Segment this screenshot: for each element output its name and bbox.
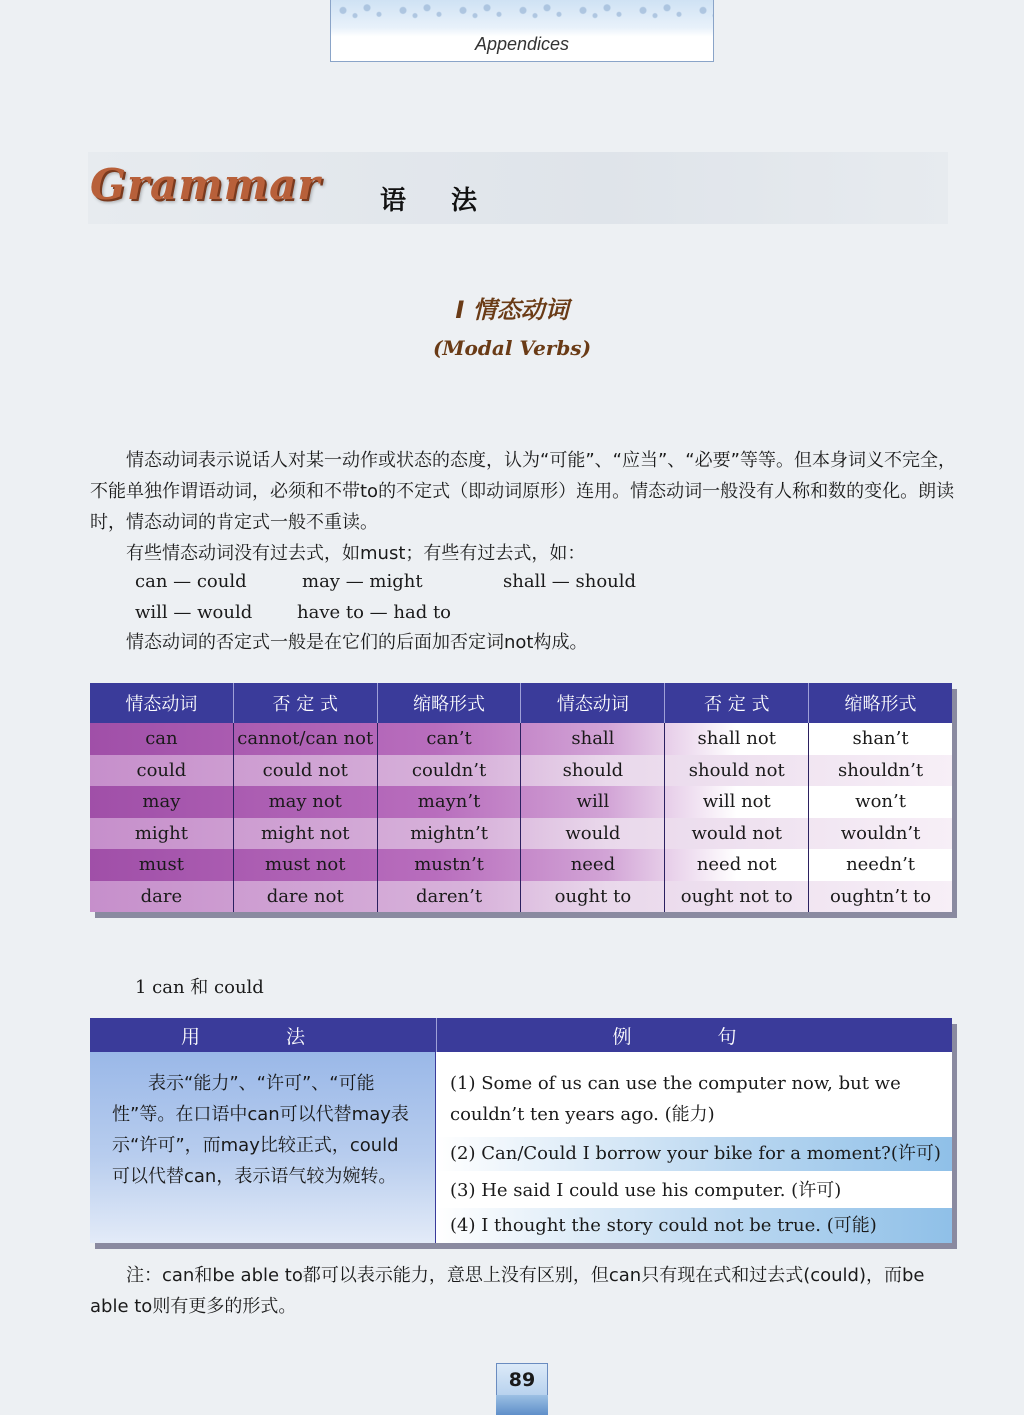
table-header-row — [90, 683, 952, 723]
table-row — [90, 786, 952, 818]
table-cell: needn’t — [846, 854, 916, 876]
subsection-label: 1 can 和 could — [135, 977, 264, 998]
table-header-cell: 否 定 式 — [665, 683, 809, 723]
table-cell: cannot/can not — [234, 723, 378, 755]
table-cell: would — [521, 818, 665, 850]
negation-paragraph — [90, 627, 956, 658]
table-cell: need not — [665, 849, 809, 881]
table-cell: dare not — [234, 881, 378, 913]
section-subtitle: (Modal Verbs) — [432, 336, 592, 360]
pair-item: can — could — [135, 571, 247, 592]
section-title: I 情态动词 — [455, 296, 569, 324]
table-cell: could — [90, 755, 234, 787]
table-cell: mightn’t — [378, 818, 522, 850]
table-cell: mayn’t — [378, 786, 522, 818]
example-text: (3) He said I could use his computer. (许可) — [450, 1180, 842, 1201]
table-cell: need — [521, 849, 665, 881]
table-cell: will — [521, 786, 665, 818]
table-cell: would not — [665, 818, 809, 850]
table-cell: shall — [521, 723, 665, 755]
table-cell: might — [90, 818, 234, 850]
table-cell: mustn’t — [378, 849, 522, 881]
pair-item: shall — should — [503, 571, 637, 592]
table-row — [90, 755, 952, 787]
usage-header-cell: 用 法 — [90, 1018, 437, 1052]
table-header-cell: 情态动词 — [521, 683, 665, 723]
table-cell: daren’t — [378, 881, 522, 913]
usage-text: 表示“能力”、“许可”、“可能性”等。在口语中can可以代替may表示“许可”，而may比较正式，could可以代替can，表示语气较为婉转。 — [112, 1073, 409, 1187]
example-text: (4) I thought the story could not be true. (可能) — [450, 1215, 877, 1236]
table-cell: might not — [234, 818, 378, 850]
table-header-cell: 否 定 式 — [234, 683, 378, 723]
table-cell: shouldn’t — [838, 759, 924, 781]
usage-table — [90, 1018, 952, 1243]
examples-column — [436, 1052, 952, 1243]
intro-p2: 有些情态动词没有过去式，如must；有些有过去式，如： — [126, 543, 586, 564]
usage-body — [90, 1052, 952, 1243]
table-cell: must not — [234, 849, 378, 881]
intro-p3: 情态动词的否定式一般是在它们的后面加否定词not构成。 — [126, 632, 588, 653]
table-cell: ought not to — [665, 881, 809, 913]
table-cell: may — [90, 786, 234, 818]
examples-header-cell: 例 句 — [612, 1025, 777, 1048]
table-cell: shan’t — [852, 728, 909, 750]
table-row — [90, 881, 952, 913]
table-cell: dare — [90, 881, 234, 913]
table-cell: won’t — [855, 791, 906, 813]
table-header-cell: 情态动词 — [90, 683, 234, 723]
table-row — [90, 849, 952, 881]
pair-item: have to — had to — [297, 602, 452, 623]
table-cell: may not — [234, 786, 378, 818]
footer-strip — [496, 1395, 548, 1415]
table-cell: will not — [665, 786, 809, 818]
table-cell: oughtn’t to — [829, 885, 932, 907]
table-cell: could not — [234, 755, 378, 787]
table-cell: should not — [665, 755, 809, 787]
title-chinese: 语 法 — [380, 186, 496, 216]
table-cell: should — [521, 755, 665, 787]
table-header-cell: 缩略形式 — [844, 694, 917, 715]
intro-p1: 情态动词表示说话人对某一动作或状态的态度，认为“可能”、“应当”、“必要”等等。但本身词义不完全，不能单独作谓语动词，必须和不带to的不定式（即动词原形）连用。情态动词一般没有人称和数的变化。朗读时，情态动词的肯定式一般不重读。 — [90, 450, 956, 533]
table-row — [90, 818, 952, 850]
pair-item: may — might — [302, 571, 423, 592]
usage-header-row — [90, 1018, 952, 1052]
footnote-text: 注：can和be able to都可以表示能力，意思上没有区别，但can只有现在式和过去式(could)，而be able to则有更多的形式。 — [90, 1265, 925, 1317]
example-sentence — [436, 1137, 952, 1171]
intro-paragraph — [90, 445, 956, 569]
modal-verbs-table — [90, 683, 952, 912]
example-sentence — [436, 1174, 952, 1208]
header-decoration — [331, 0, 713, 26]
table-cell: wouldn’t — [840, 822, 921, 844]
page-number: 89 — [496, 1363, 548, 1395]
header-tab — [330, 0, 714, 62]
example-text: (1) Some of us can use the computer now, but we couldn’t ten years ago. (能力) — [450, 1073, 901, 1125]
table-cell: couldn’t — [378, 755, 522, 787]
table-header-cell: 缩略形式 — [378, 683, 522, 723]
table-row — [90, 723, 952, 755]
header-label: Appendices — [474, 34, 570, 54]
table-cell: can’t — [378, 723, 522, 755]
footnote — [90, 1260, 956, 1322]
title-english: Grammar — [90, 160, 321, 209]
example-text: (2) Can/Could I borrow your bike for a moment?(许可) — [450, 1143, 941, 1164]
pair-item: will — would — [135, 602, 253, 623]
example-sentence — [436, 1068, 952, 1130]
example-sentence — [436, 1208, 952, 1243]
table-cell: shall not — [665, 723, 809, 755]
table-cell: ought to — [521, 881, 665, 913]
table-cell: must — [90, 849, 234, 881]
table-cell: can — [90, 723, 234, 755]
usage-description — [90, 1052, 436, 1243]
